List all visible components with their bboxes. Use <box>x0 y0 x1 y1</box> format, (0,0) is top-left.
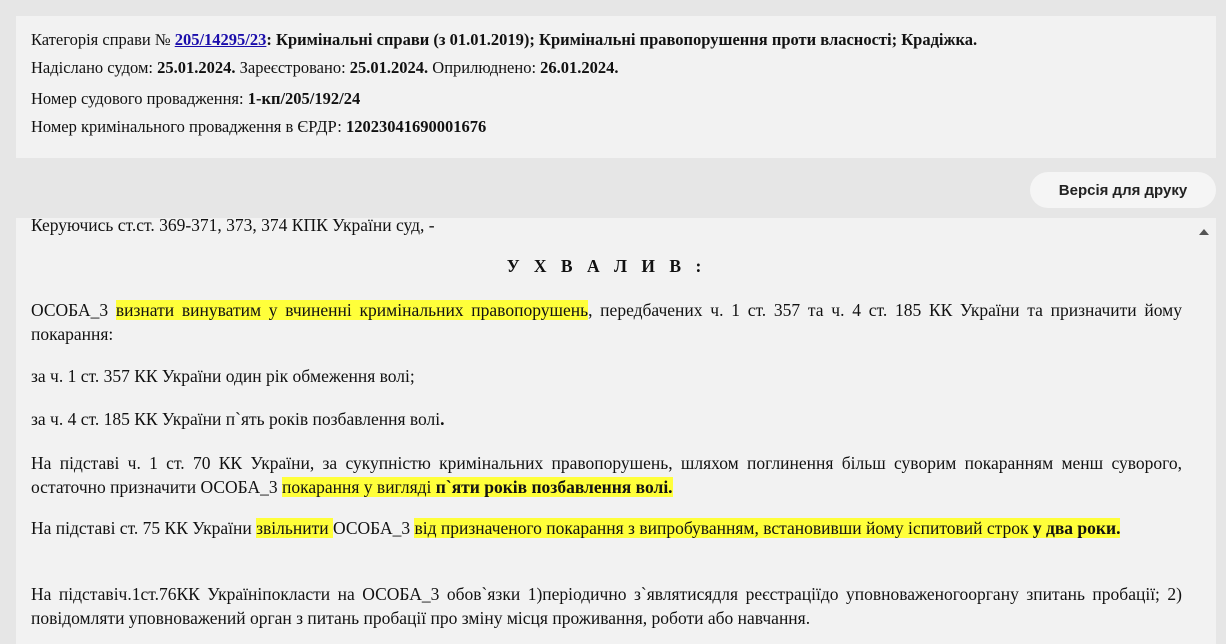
document-viewer[interactable] <box>16 218 1216 644</box>
published-date: 26.01.2024. <box>540 58 619 77</box>
highlighted-text: визнати винуватим у вчиненні кримінальних правопорушень <box>115 300 589 320</box>
text-span: ОСОБА_3 <box>332 518 415 538</box>
published-label: Оприлюднено: <box>428 58 541 77</box>
verdict-heading: У Х В А Л И В : <box>506 256 707 276</box>
vertical-scrollbar[interactable] <box>1194 218 1216 644</box>
proceeding-label: Номер судового провадження: <box>31 89 248 108</box>
registered-date: 25.01.2024. <box>349 58 429 77</box>
highlighted-text: звільнити <box>256 518 333 538</box>
text-span: На підставі ст. 75 КК України <box>31 518 257 538</box>
erdr-line <box>31 117 486 137</box>
registered-label: Зареєстровано: <box>235 58 350 77</box>
text-span: , передбачених ч. 1 ст. 357 та ч. 4 ст. 185 КК України та призначити йому покарання: <box>31 300 1182 344</box>
text-span: . <box>440 409 445 429</box>
text-span: за ч. 4 ст. 185 КК України п`ять років позбавлення волі <box>31 409 441 429</box>
paragraph-guilty <box>31 298 1182 346</box>
erdr-value: 12023041690001676 <box>345 117 487 136</box>
paragraph-obligations: На підставіч.1ст.76КК Україніпокласти на ОСОБА_3 обов`язки 1)періодично з`являтисядля реєстраціїдо уповноваженогооргану зпитань пробації; 2) повідомляти уповноважений орган з питань пробації про зміну місця проживання, роботи або навчання. <box>31 584 1182 628</box>
print-version-button[interactable]: Версія для друку <box>1030 172 1216 208</box>
text-span: На підставі ч. 1 ст. 70 КК України, за сукупністю кримінальних правопорушень, шляхом поглинення більш суворим покаранням менш суворого, остаточно призначити ОСОБА_3 <box>31 453 1182 497</box>
sent-date: 25.01.2024. <box>157 58 236 77</box>
highlighted-text: у два роки. <box>1032 518 1121 538</box>
paragraph-probation <box>31 516 1182 540</box>
case-number-link[interactable]: 205/14295/23 <box>174 30 267 49</box>
scroll-up-arrow-icon[interactable] <box>1199 229 1209 235</box>
highlighted-text: п`яти років позбавлення волі. <box>435 477 673 497</box>
category-label: Категорія справи № <box>31 30 175 49</box>
paragraph-sentence-185 <box>31 407 1182 431</box>
highlighted-text: від призначеного покарання з випробуванням, встановивши йому іспитовий строк <box>414 518 1033 538</box>
dates-line <box>31 58 619 78</box>
paragraph-aggregate-sentence <box>31 451 1182 499</box>
case-category-line <box>31 30 977 50</box>
category-value: : Кримінальні справи (з 01.01.2019); Кримінальні правопорушення проти власності; Крадіжка. <box>266 30 978 49</box>
court-proceeding-line <box>31 89 360 109</box>
erdr-label: Номер кримінального провадження в ЄРДР: <box>31 117 346 136</box>
proceeding-value: 1-кп/205/192/24 <box>247 89 361 108</box>
paragraph-sentence-357: за ч. 1 ст. 357 КК України один рік обмеження волі; <box>31 366 415 386</box>
highlighted-text: покарання у вигляді <box>282 477 436 497</box>
text-span: ОСОБА_3 <box>31 300 116 320</box>
sent-label: Надіслано судом: <box>31 58 158 77</box>
case-info-panel <box>16 16 1216 158</box>
document-text-line: Керуючись ст.ст. 369-371, 373, 374 КПК України суд, - <box>31 218 435 235</box>
